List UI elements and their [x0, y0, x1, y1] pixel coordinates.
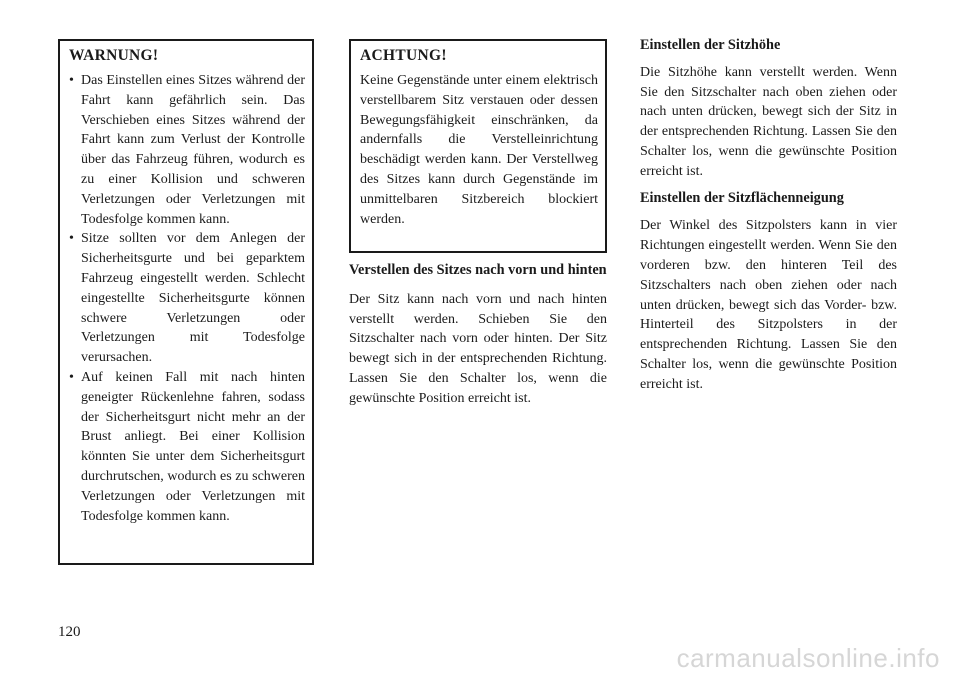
watermark: carmanualsonline.info — [676, 643, 940, 673]
seat-height-heading: Einstellen der Sitzhöhe — [640, 37, 781, 53]
caution-title: ACHTUNG! — [360, 47, 447, 64]
page-number: 120 — [58, 624, 81, 640]
left-column — [58, 39, 314, 565]
warning-item: • Das Einstellen eines Sitzes während der Fahrt kann gefährlich sein. Das Verschieben eines Sitzes während der Fahrt kann zum Verlust der Kontrolle über das Fahrzeug führen, wodurch es zu einer Kollision und schweren Verletzungen oder Verletzungen mit Todesfolge kommen kann. — [69, 71, 305, 229]
seat-tilt-heading: Einstellen der Sitzflächenneigung — [640, 189, 844, 206]
seat-move-text: Der Sitz kann nach vorn und nach hinten verstellt werden. Schieben Sie den Sitzschalter nach vorn oder hinten. Der Sitz bewegt sich in der entsprechenden Richtung. Lassen Sie den Schalter los, wenn die gewünschte Position erreicht ist. — [349, 291, 607, 406]
caution-text: Keine Gegenstände unter einem elektrisch verstellbarem Sitz verstauen oder dessen Bewegungsfähigkeit einschränken, da andernfalls die Verstelleinrichtung beschädigt werden kann. Der Verstellweg des Sitzes kann durch Gegenstände im unmittelbaren Sitzbereich blockiert werden. — [360, 73, 598, 227]
caution-box — [349, 39, 607, 253]
seat-height-text: Die Sitzhöhe kann verstellt werden. Wenn Sie den Sitzschalter nach oben ziehen oder nach unten drücken, bewegt sich der Sitz in der entsprechenden Richtung. Lassen Sie den Schalter los, wenn die gewünschte Position erreicht ist. — [640, 64, 897, 179]
warning-title: WARNUNG! — [69, 47, 159, 64]
warning-box — [58, 39, 314, 565]
warning-list — [69, 71, 305, 526]
middle-column — [349, 39, 607, 409]
warning-item: • Auf keinen Fall mit nach hinten geneigter Rückenlehne fahren, sodass der Sicherheitsgurt nicht mehr an der Brust anliegt. Bei einer Kollision könnten Sie unter dem Sicherheitsgurt durchrutschen, wodurch es zu schweren Verletzungen oder Verletzungen mit Todesfolge kommen kann. — [69, 368, 305, 526]
right-column — [640, 39, 897, 395]
seat-tilt-text: Der Winkel des Sitzpolsters kann in vier Richtungen eingestellt werden. Wenn Sie den vorderen bzw. den hinteren Teil des Sitzschalters nach oben ziehen oder nach unten drücken, bewegt sich das Vorder- bzw. Hinterteil des Sitzpolsters in der entsprechenden Richtung. Lassen Sie den Schalter los, wenn die gewünschte Position erreicht ist. — [640, 218, 897, 392]
warning-item: • Sitze sollten vor dem Anlegen der Sicherheitsgurte und bei geparktem Fahrzeug eingestellt werden. Schlecht eingestellte Sicherheitsgurte können schwere Verletzungen oder Verletzungen mit Todesfolge verursachen. — [69, 229, 305, 368]
seat-move-heading: Verstellen des Sitzes nach vorn und hinten — [349, 262, 607, 278]
